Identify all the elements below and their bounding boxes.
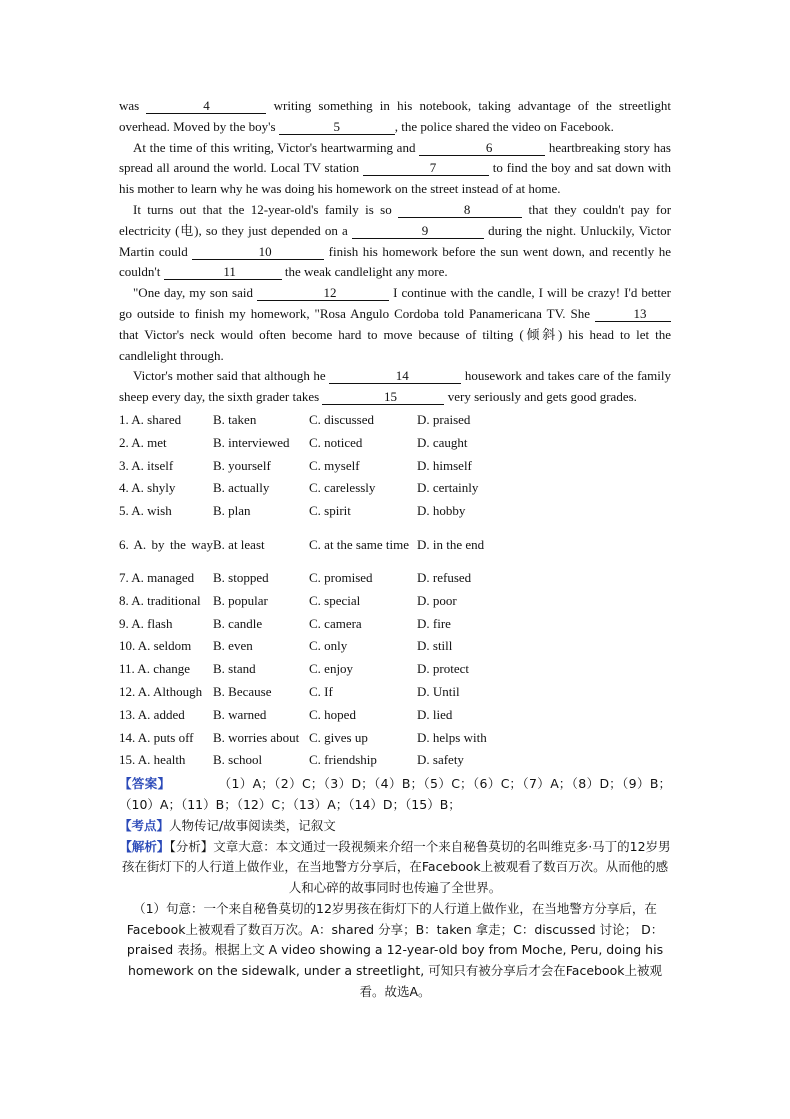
- text: that they couldn't pay for electricity (电), so they just depended on a: [119, 201, 672, 238]
- paragraph-4: [119, 283, 671, 366]
- option-d[interactable]: D. certainly: [417, 480, 479, 496]
- option-b[interactable]: B. school: [213, 752, 263, 768]
- blank-4[interactable]: 4: [146, 99, 266, 114]
- option-a[interactable]: 11. A. change: [119, 661, 190, 677]
- option-a[interactable]: 13. A. added: [119, 706, 185, 722]
- analysis-q1: [119, 899, 671, 1003]
- option-a[interactable]: 4. A. shyly: [119, 480, 176, 496]
- analysis-text: 【分析】文章大意：本文通过一段视频来介绍一个来自秘鲁莫切的名叫维克多·马丁的12岁男孩在街灯下的人行道上做作业，在当地警方分享后，在Facebook上被观看了数百万次。从而他的感人和心碎的故事同时也传遍了全世界。: [121, 838, 671, 896]
- option-row: [119, 727, 671, 750]
- option-a[interactable]: 10. A. seldom: [119, 638, 192, 654]
- option-row: [119, 432, 671, 455]
- blank-10[interactable]: 10: [192, 245, 324, 260]
- option-row: [119, 477, 671, 500]
- paragraph-1: [119, 96, 671, 138]
- option-b[interactable]: B. stand: [213, 661, 256, 677]
- option-a[interactable]: 12. A. Although: [119, 683, 203, 699]
- option-d[interactable]: D. fire: [417, 615, 451, 631]
- option-c[interactable]: C. only: [309, 638, 348, 654]
- option-row: [119, 658, 671, 681]
- paragraph-5: [119, 366, 671, 408]
- blank-15[interactable]: 15: [322, 390, 444, 405]
- option-b[interactable]: B. yourself: [213, 457, 271, 473]
- option-a[interactable]: 3. A. itself: [119, 457, 174, 473]
- option-d[interactable]: D. Until: [417, 683, 460, 699]
- option-d[interactable]: D. in the end: [417, 536, 485, 552]
- option-b[interactable]: B. worries about: [213, 729, 300, 745]
- blank-9[interactable]: 9: [352, 224, 484, 239]
- text: finish his homework before the sun went down, and recently he couldn't: [119, 243, 671, 280]
- blank-14[interactable]: 14: [329, 369, 461, 384]
- text: At the time of this writing, Victor's heartwarming and: [133, 139, 416, 155]
- text: the weak candlelight any more.: [284, 264, 448, 280]
- option-row: [119, 455, 671, 478]
- text: , the police shared the video on Facebook.: [394, 118, 614, 134]
- option-b[interactable]: B. stopped: [213, 569, 269, 585]
- option-row: [119, 523, 671, 567]
- option-d[interactable]: D. still: [417, 638, 453, 654]
- option-a[interactable]: 5. A. wish: [119, 503, 172, 519]
- text: very seriously and gets good grades.: [447, 389, 637, 405]
- option-row: [119, 500, 671, 523]
- option-c[interactable]: C. special: [309, 592, 361, 608]
- option-a[interactable]: 2. A. met: [119, 434, 167, 450]
- option-b[interactable]: B. candle: [213, 615, 263, 631]
- blank-6[interactable]: 6: [419, 141, 545, 156]
- option-d[interactable]: D. refused: [417, 569, 472, 585]
- blank-12[interactable]: 12: [257, 286, 389, 301]
- option-a[interactable]: 6. A. by the way: [119, 536, 213, 552]
- option-b[interactable]: B. plan: [213, 503, 251, 519]
- text: writing something in his notebook, taking advantage of the streetlight overhead. Moved by the boy's: [119, 98, 672, 134]
- option-b[interactable]: B. actually: [213, 480, 270, 496]
- option-a[interactable]: 14. A. puts off: [119, 729, 194, 745]
- blank-13[interactable]: 13: [595, 307, 671, 322]
- option-b[interactable]: B. warned: [213, 706, 267, 722]
- option-c[interactable]: C. carelessly: [309, 480, 376, 496]
- option-c[interactable]: C. discussed: [309, 411, 374, 427]
- answer-label: 【答案】: [119, 776, 171, 792]
- option-a[interactable]: 9. A. flash: [119, 615, 173, 631]
- text: heartbreaking story has spread all around the world. Local TV station: [119, 139, 671, 176]
- analysis-section: [119, 837, 671, 899]
- option-c[interactable]: C. camera: [309, 615, 362, 631]
- blank-7[interactable]: 7: [363, 161, 489, 176]
- option-a[interactable]: 1. A. shared: [119, 411, 182, 427]
- option-c[interactable]: C. promised: [309, 569, 373, 585]
- option-c[interactable]: C. at the same time: [309, 536, 410, 552]
- option-b[interactable]: B. even: [213, 638, 253, 654]
- document-page: [119, 96, 671, 1003]
- option-a[interactable]: 7. A. managed: [119, 569, 195, 585]
- kaodian-label: 【考点】: [119, 817, 170, 833]
- text: during the night. Unluckily, Victor Martin could: [119, 222, 672, 259]
- option-d[interactable]: D. lied: [417, 706, 453, 722]
- option-c[interactable]: C. friendship: [309, 752, 377, 768]
- blank-11[interactable]: 11: [164, 265, 282, 280]
- text: that Victor's neck would often become hard to move because of tilting (倾斜) his head to let the candlelight through.: [119, 326, 671, 363]
- option-row: [119, 681, 671, 704]
- text: Victor's mother said that although he: [133, 368, 326, 384]
- option-b[interactable]: B. interviewed: [213, 434, 290, 450]
- option-c[interactable]: C. enjoy: [309, 661, 354, 677]
- text: to find the boy and sat down with his mother to learn why he was doing his homework on the street instead of at home.: [119, 160, 671, 197]
- option-c[interactable]: C. hoped: [309, 706, 356, 722]
- answer-section: [119, 774, 671, 816]
- option-c[interactable]: C. If: [309, 683, 333, 699]
- option-b[interactable]: B. popular: [213, 592, 268, 608]
- option-b[interactable]: B. at least: [213, 536, 265, 552]
- option-c[interactable]: C. gives up: [309, 729, 368, 745]
- option-d[interactable]: D. hobby: [417, 503, 466, 519]
- option-row: [119, 613, 671, 636]
- text: housework and takes care of the family sheep every day, the sixth grader takes: [119, 368, 672, 405]
- option-d[interactable]: D. helps with: [417, 729, 487, 745]
- option-c[interactable]: C. noticed: [309, 434, 363, 450]
- option-row: [119, 749, 671, 772]
- text: I continue with the candle, I will be crazy! I'd better go outside to finish my homework, "Rosa Angulo Cordoba told Panamericana TV. She: [119, 285, 671, 321]
- answer-text: （1）A；（2）C；（3）D；（4）B；（5）C；（6）C；（7）A；（8）D；（9）B；（10）A；（11）B；（12）C；（13）A；（14）D；（15）B；: [119, 776, 671, 812]
- option-row: [119, 704, 671, 727]
- option-row: [119, 567, 671, 590]
- option-row: [119, 409, 671, 432]
- option-d[interactable]: D. poor: [417, 592, 457, 608]
- paragraph-3: [119, 200, 671, 283]
- option-d[interactable]: D. protect: [417, 661, 469, 677]
- option-b[interactable]: B. Because: [213, 683, 272, 699]
- option-c[interactable]: C. myself: [309, 457, 360, 473]
- blank-5[interactable]: 5: [279, 120, 395, 135]
- text: was: [119, 98, 140, 113]
- text: "One day, my son said: [133, 285, 253, 301]
- blank-8[interactable]: 8: [398, 203, 522, 218]
- option-d[interactable]: D. praised: [417, 411, 471, 427]
- kaodian-text: 人物传记/故事阅读类，记叙文: [169, 817, 336, 833]
- option-a[interactable]: 8. A. traditional: [119, 592, 201, 608]
- option-c[interactable]: C. spirit: [309, 503, 351, 519]
- analysis-q1-text: （1）句意：一个来自秘鲁莫切的12岁男孩在街灯下的人行道上做作业，在当地警方分享后，在Facebook上被观看了数百万次。A：shared 分享；B：taken 拿走；C：discussed 讨论； D：praised 表扬。根据上文 A video showing a 12-year-old boy from Moche, Peru, doing his homework on the sidewalk, under a streetlight, 可知只有被分享后才会在Facebook上被观看。故选A。: [126, 900, 664, 1000]
- text: It turns out that the 12-year-old's family is so: [133, 201, 392, 217]
- kaodian-section: [119, 816, 671, 837]
- option-d[interactable]: D. caught: [417, 434, 468, 450]
- option-d[interactable]: D. safety: [417, 752, 464, 768]
- options-table: [119, 409, 671, 772]
- analysis-label: 【解析】: [119, 838, 170, 854]
- option-d[interactable]: D. himself: [417, 457, 472, 473]
- option-row: [119, 635, 671, 658]
- option-a[interactable]: 15. A. health: [119, 752, 186, 768]
- paragraph-2: [119, 138, 671, 200]
- option-b[interactable]: B. taken: [213, 411, 257, 427]
- option-row: [119, 590, 671, 613]
